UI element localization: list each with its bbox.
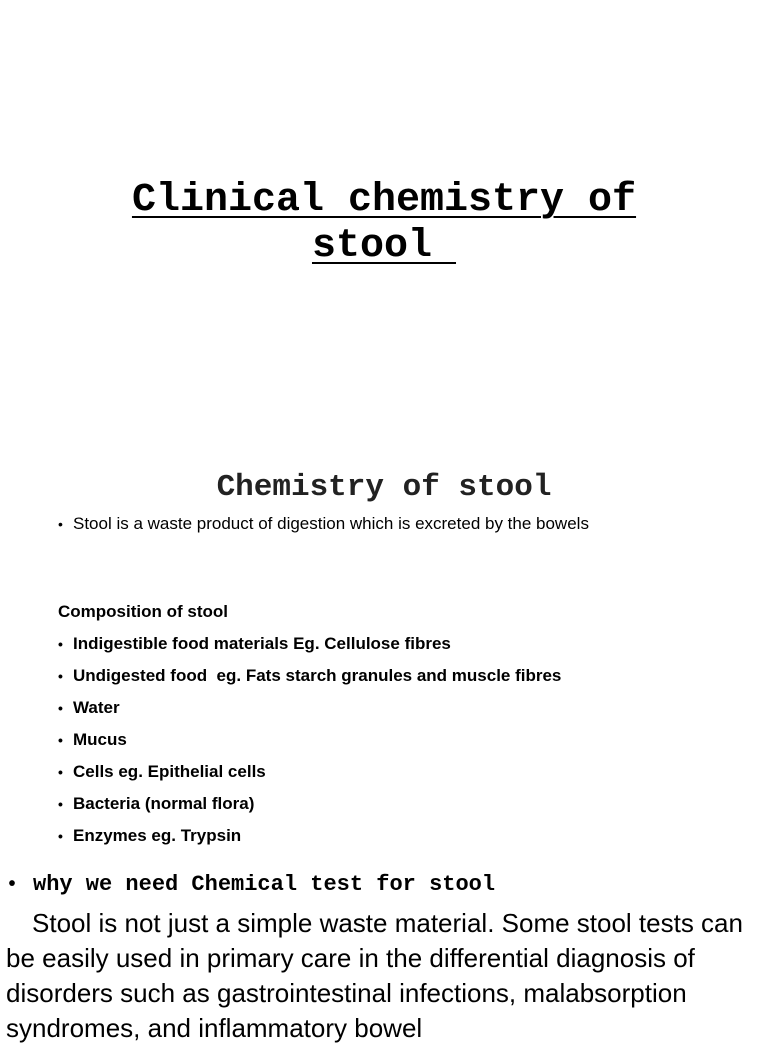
bullet-icon: •	[58, 516, 63, 532]
list-item	[58, 664, 758, 696]
list-item	[58, 513, 758, 535]
why-heading-text: why we need Chemical test for stool	[33, 872, 496, 897]
bullet-icon: •	[58, 668, 63, 684]
title-line-2: stool	[311, 224, 457, 269]
section-title: Chemistry of stool	[216, 470, 552, 505]
composition-item: Undigested food eg. Fats starch granules and muscle fibres	[73, 666, 562, 685]
composition-item: Bacteria (normal flora)	[73, 794, 255, 813]
composition-item: Mucus	[73, 730, 127, 749]
title-line-1: Clinical chemistry of	[131, 178, 637, 223]
composition-item: Water	[73, 698, 120, 717]
list-item	[58, 632, 758, 664]
bullet-icon: •	[58, 636, 63, 652]
composition-item: Cells eg. Epithelial cells	[73, 762, 266, 781]
bullet-icon: •	[6, 874, 19, 897]
body-paragraph: Stool is not just a simple waste material. Some stool tests can be easily used in primary care in the differential diagnosis of disorders such as gastrointestinal infections, malabsorption syndromes, and inflammatory bowel	[6, 908, 743, 1043]
list-item	[58, 824, 758, 856]
intro-list	[58, 513, 758, 535]
bullet-icon: •	[58, 700, 63, 716]
composition-heading: Composition of stool	[58, 602, 228, 621]
page-title	[0, 178, 768, 270]
composition-item: Indigestible food materials Eg. Cellulose fibres	[73, 634, 451, 653]
bullet-icon: •	[58, 732, 63, 748]
composition-item: Enzymes eg. Trypsin	[73, 826, 242, 845]
composition-section	[58, 600, 758, 856]
intro-text: Stool is a waste product of digestion which is excreted by the bowels	[73, 514, 589, 533]
bullet-icon: •	[58, 796, 63, 812]
list-item	[58, 792, 758, 824]
composition-list	[58, 632, 758, 856]
why-heading	[6, 870, 766, 901]
bullet-icon: •	[58, 828, 63, 844]
list-item	[58, 728, 758, 760]
list-item	[58, 696, 758, 728]
bullet-icon: •	[58, 764, 63, 780]
list-item	[58, 760, 758, 792]
